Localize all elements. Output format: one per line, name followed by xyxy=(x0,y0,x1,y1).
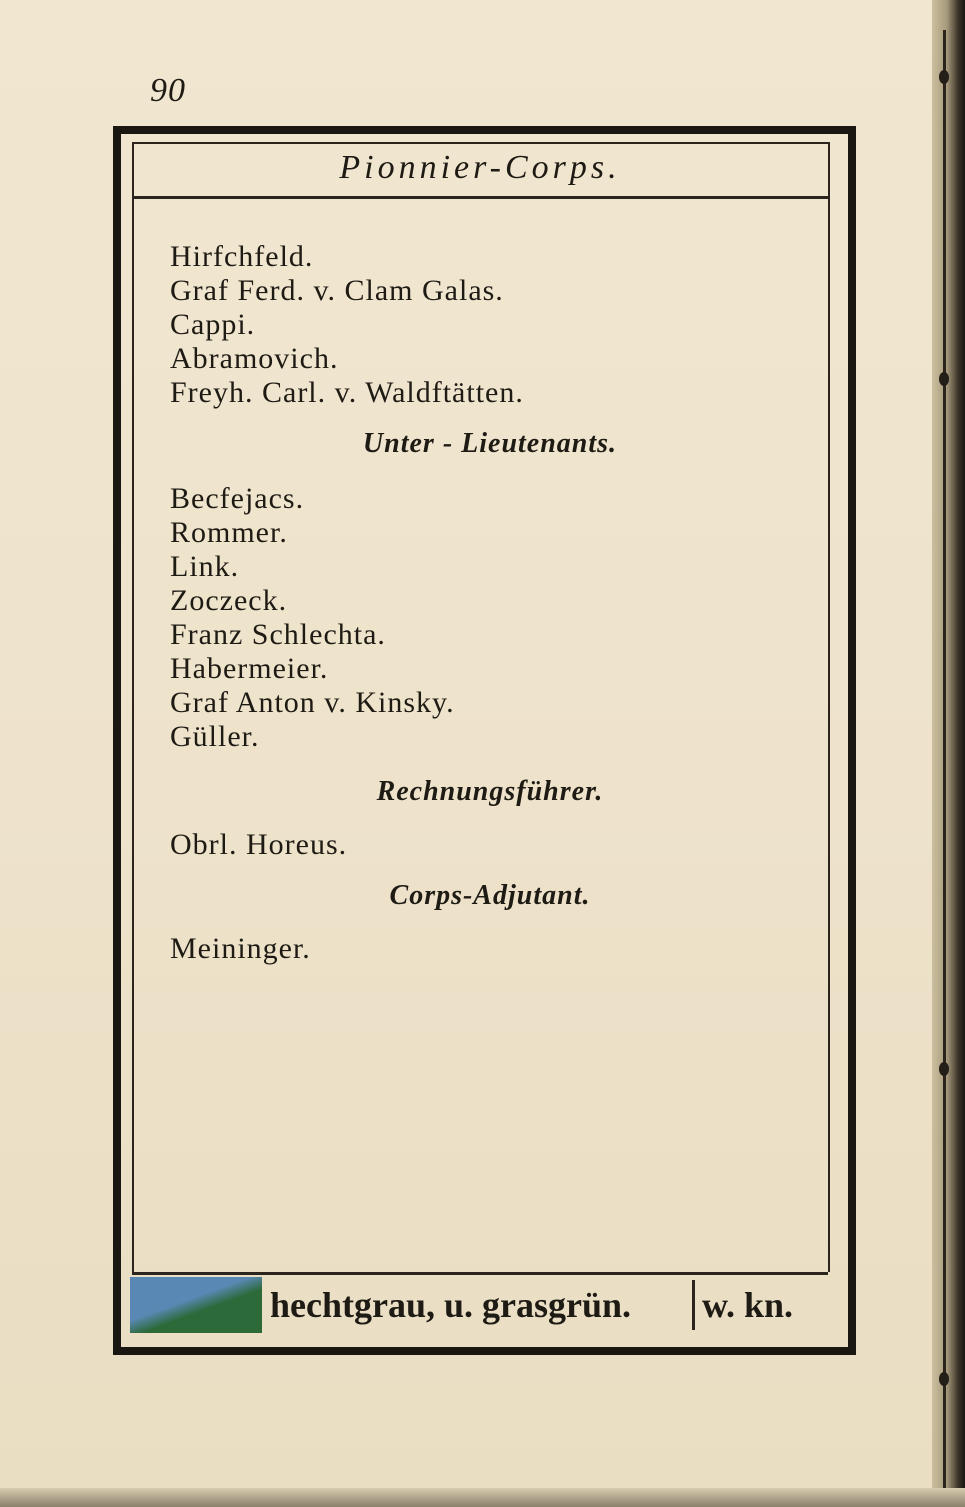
footer-divider xyxy=(692,1280,695,1330)
button-color-text: w. kn. xyxy=(702,1285,794,1325)
corps-adjutant-list xyxy=(170,932,810,966)
footer-rule xyxy=(132,1272,828,1275)
spine-mark xyxy=(939,70,949,84)
roster-entry: Becfejacs. xyxy=(170,482,305,515)
spine-line xyxy=(943,30,946,1490)
roster-entry: Rommer. xyxy=(170,516,288,549)
unter-lieutenants-list xyxy=(170,482,810,754)
title-rule-bottom xyxy=(132,196,828,199)
section-heading-unter-lieutenants: Unter - Lieutenants. xyxy=(362,428,618,459)
spine-mark xyxy=(939,1372,949,1386)
rechnungsfuehrer-list xyxy=(170,828,810,862)
roster-entry: Cappi. xyxy=(170,308,256,341)
section-heading-corps-adjutant: Corps-Adjutant. xyxy=(389,880,591,911)
spine-mark xyxy=(939,372,949,386)
roster-entry: Meininger. xyxy=(170,932,311,965)
roster-entry: Obrl. Horeus. xyxy=(170,828,348,861)
roster-entry: Habermeier. xyxy=(170,652,329,685)
roster-entry: Hirfchfeld. xyxy=(170,240,314,273)
roster-entry: Zoczeck. xyxy=(170,584,288,617)
roster-entry: Güller. xyxy=(170,720,260,753)
roster-entry: Abramovich. xyxy=(170,342,339,375)
uniform-color-swatch xyxy=(130,1277,262,1333)
uniform-colors-text: hechtgrau, u. grasgrün. xyxy=(270,1285,632,1325)
section-heading-rechnungsfuehrer: Rechnungsführer. xyxy=(376,776,604,807)
corps-title: Pionnier-Corps. xyxy=(339,149,621,186)
roster-entry: Link. xyxy=(170,550,240,583)
book-spine-edge xyxy=(932,0,965,1507)
roster-entry: Graf Ferd. v. Clam Galas. xyxy=(170,274,504,307)
page-number: 90 xyxy=(150,72,186,109)
page-bottom-edge xyxy=(0,1488,965,1507)
roster-entry: Graf Anton v. Kinsky. xyxy=(170,686,455,719)
roster xyxy=(170,240,810,966)
spine-mark xyxy=(939,1062,949,1076)
roster-entry: Freyh. Carl. v. Waldftätten. xyxy=(170,376,524,409)
officers-list xyxy=(170,240,810,410)
roster-entry: Franz Schlechta. xyxy=(170,618,386,651)
